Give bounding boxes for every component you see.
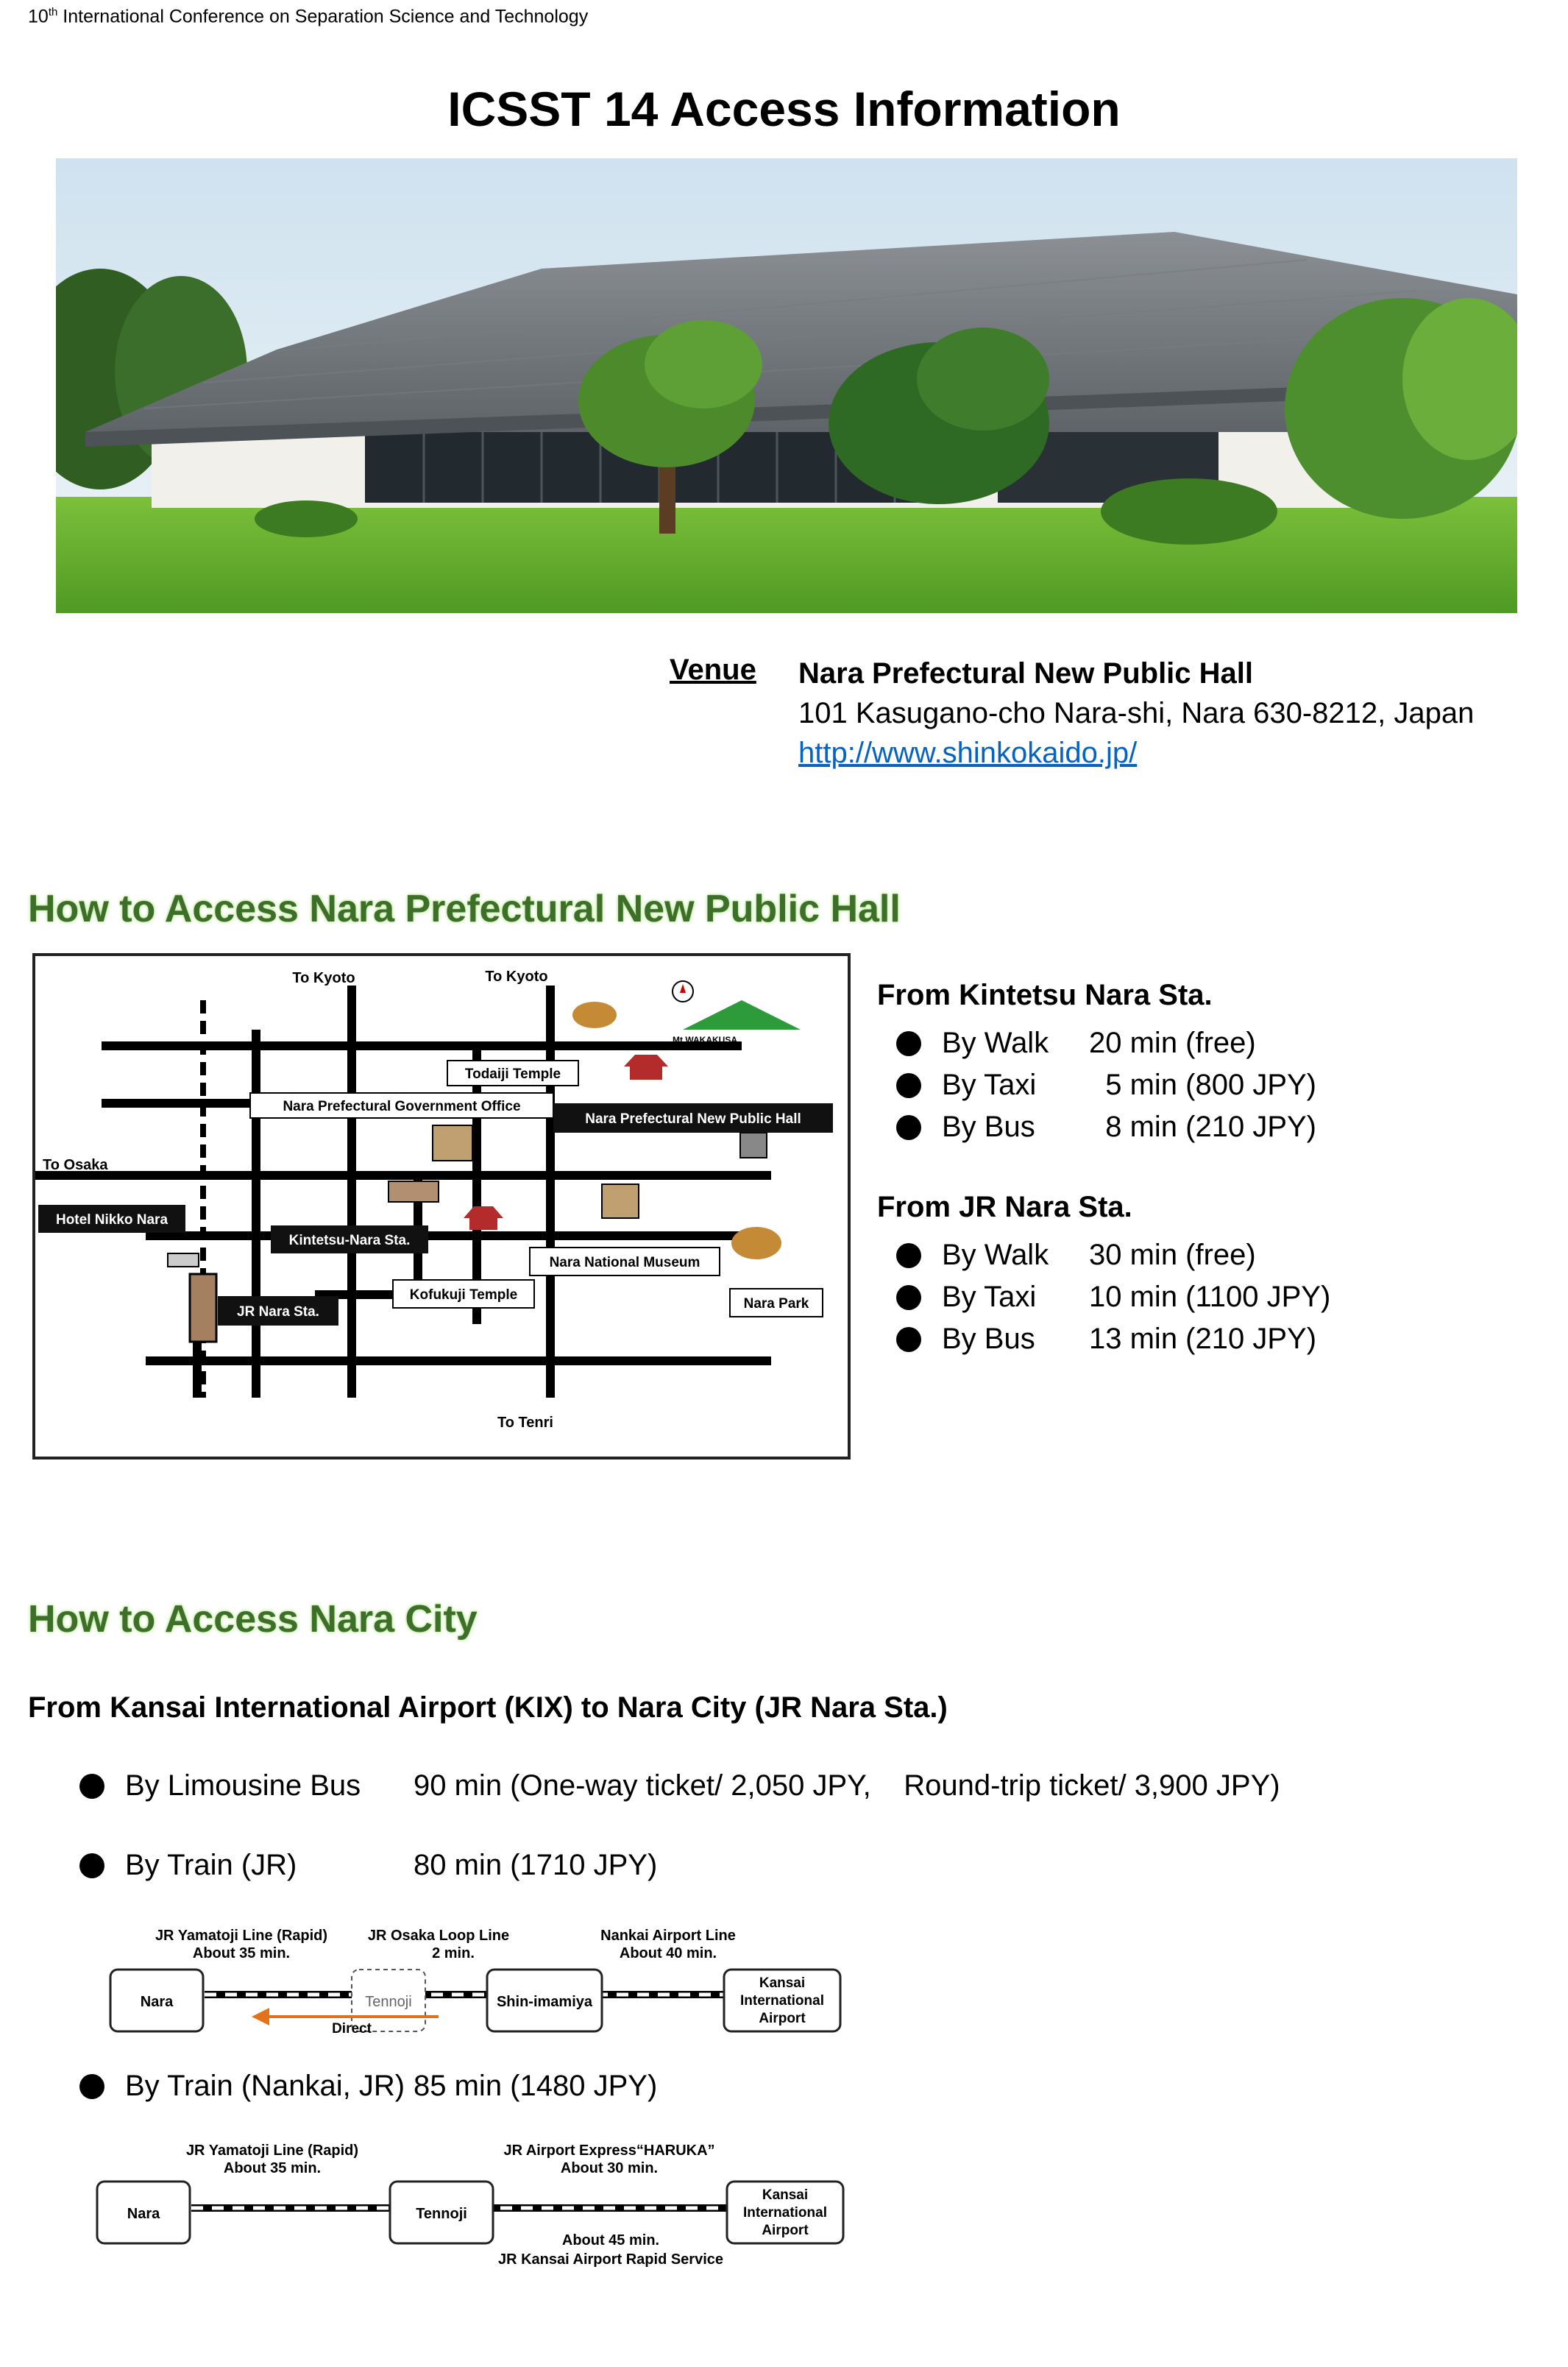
map-museum: Nara National Museum: [549, 1255, 700, 1270]
svg-text:Tennoji: Tennoji: [365, 1994, 412, 2010]
venue-website-link[interactable]: http://www.shinkokaido.jp/: [798, 737, 1138, 769]
map-nara-park: Nara Park: [743, 1296, 809, 1312]
svg-text:JR Yamatoji Line (Rapid): JR Yamatoji Line (Rapid): [155, 1928, 328, 1944]
svg-text:Tennoji: Tennoji: [416, 2206, 467, 2222]
bullet-icon: [79, 2074, 104, 2099]
list-item: By Bus 13 min (210 JPY): [877, 1318, 1330, 1360]
venue-photo: [56, 158, 1517, 613]
limousine-row: By Limousine Bus 90 min (One-way ticket/ 2,050 JPY, Round-trip ticket/ 3,900 JPY): [79, 1769, 1280, 1802]
bullet-icon: [896, 1073, 921, 1098]
from-jr-section: [877, 1191, 1330, 1360]
svg-text:Kansai: Kansai: [762, 2187, 809, 2203]
svg-text:Direct: Direct: [332, 2021, 372, 2037]
map-gov-office: Nara Prefectural Government Office: [283, 1099, 521, 1114]
svg-text:JR Airport Express“HARUKA”: JR Airport Express“HARUKA”: [503, 2143, 715, 2159]
venue-address: 101 Kasugano-cho Nara-shi, Nara 630-8212, Japan: [798, 697, 1475, 729]
bullet-icon: [79, 1774, 104, 1799]
venue-name: Nara Prefectural New Public Hall: [798, 657, 1254, 690]
svg-text:JR Yamatoji Line (Rapid): JR Yamatoji Line (Rapid): [185, 2143, 359, 2159]
page-title: ICSST 14 Access Information: [447, 82, 1121, 136]
bullet-icon: [896, 1115, 921, 1140]
map-jr-nara: JR Nara Sta.: [237, 1304, 319, 1320]
svg-text:International: International: [742, 2205, 828, 2221]
city-access-subtitle: From Kansai International Airport (KIX) to Nara City (JR Nara Sta.): [28, 1691, 948, 1724]
svg-text:About 30 min.: About 30 min.: [560, 2160, 659, 2176]
access-map: [32, 953, 851, 1460]
train-jr-row: By Train (JR) 80 min (1710 JPY): [79, 1849, 657, 1882]
bullet-icon: [896, 1031, 921, 1056]
venue-info: [798, 654, 1474, 773]
city-access-heading: How to Access Nara City: [28, 1598, 478, 1641]
route-diagram-jr: [109, 1925, 845, 2037]
list-item: By Taxi 10 min (1100 JPY): [877, 1276, 1330, 1318]
map-wakakusa: Mt.WAKAKUSA: [673, 1035, 737, 1045]
route-diagram-nankai: [96, 2140, 846, 2273]
train-nankai-row: By Train (Nankai, JR) 85 min (1480 JPY): [79, 2070, 657, 2103]
svg-text:International: International: [739, 1993, 825, 2009]
svg-text:Nara: Nara: [127, 2206, 160, 2222]
bullet-icon: [896, 1285, 921, 1310]
map-new-public-hall: Nara Prefectural New Public Hall: [585, 1111, 801, 1127]
svg-text:2 min.: 2 min.: [432, 1945, 475, 1961]
from-kintetsu-section: [877, 979, 1316, 1148]
venue-label: Venue: [670, 654, 756, 686]
map-kintetsu-nara: Kintetsu-Nara Sta.: [288, 1233, 411, 1248]
hall-access-heading: How to Access Nara Prefectural New Public Hall: [28, 888, 901, 930]
list-item: By Bus 8 min (210 JPY): [877, 1106, 1316, 1148]
svg-text:Nara: Nara: [140, 1994, 174, 2010]
list-item: By Walk 20 min (free): [877, 1022, 1316, 1064]
svg-text:Kansai: Kansai: [759, 1975, 806, 1991]
map-hotel-nikko: Hotel Nikko Nara: [55, 1212, 168, 1228]
svg-text:JR Kansai Airport Rapid Servi: JR Kansai Airport Rapid Service: [497, 2251, 724, 2268]
bullet-icon: [79, 1853, 104, 1878]
map-todaiji: Todaiji Temple: [464, 1066, 561, 1082]
svg-text:About 35 min.: About 35 min.: [223, 2160, 322, 2176]
svg-text:About 45 min.: About 45 min.: [561, 2232, 660, 2249]
map-to-kyoto-2: To Kyoto: [485, 969, 548, 985]
map-to-tenri: To Tenri: [497, 1415, 553, 1431]
svg-text:Shin-imamiya: Shin-imamiya: [496, 1994, 593, 2010]
list-item: By Taxi 5 min (800 JPY): [877, 1064, 1316, 1106]
svg-text:About 40 min.: About 40 min.: [619, 1945, 717, 1961]
map-to-osaka: To Osaka: [43, 1157, 108, 1173]
from-jr-title: From JR Nara Sta.: [877, 1191, 1132, 1223]
map-to-kyoto-1: To Kyoto: [292, 970, 355, 986]
bullet-icon: [896, 1243, 921, 1268]
bullet-icon: [896, 1327, 921, 1352]
list-item: By Walk 30 min (free): [877, 1234, 1330, 1276]
svg-text:About 35 min.: About 35 min.: [192, 1945, 291, 1961]
svg-text:Nankai Airport Line: Nankai Airport Line: [600, 1928, 736, 1944]
map-kofukuji: Kofukuji Temple: [409, 1287, 518, 1303]
conference-name: 10th International Conference on Separation Science and Technology: [28, 6, 589, 27]
svg-text:Airport: Airport: [759, 2011, 806, 2026]
svg-text:JR Osaka Loop Line: JR Osaka Loop Line: [367, 1928, 510, 1944]
svg-text:Airport: Airport: [762, 2223, 809, 2238]
from-kintetsu-title: From Kintetsu Nara Sta.: [877, 979, 1213, 1011]
